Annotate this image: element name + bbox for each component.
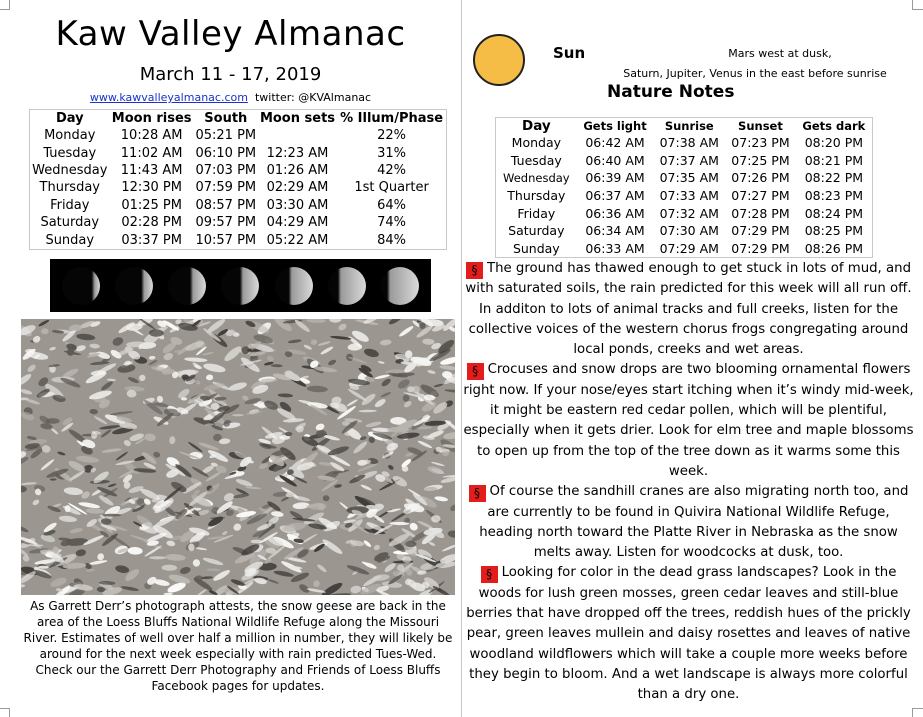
table-cell: 06:36 AM [585,205,645,221]
table-row [30,231,447,249]
crop-mark [9,708,10,717]
planets-line-2: Saturn, Jupiter, Venus in the east before sunrise [623,67,887,80]
crop-mark [9,0,10,10]
table-cell: 08:21 PM [804,152,864,168]
table-cell: 08:26 PM [804,240,864,256]
table-cell: 08:20 PM [804,135,864,151]
crop-mark [912,0,913,10]
photo-caption: As Garrett Derr’s photograph attests, the snow geese are back in the area of the Loess Bluffs National Wildlife Refuge along the Missouri River. Estimates of well over half a million in number, they will likely be around for the next week especially with rain predicted Tues-Wed. Check our the Garrett Derr Photography and Friends of Loess Bluffs Facebook pages for updates. [23,599,453,693]
table-cell: 03:30 AM [266,197,329,213]
table-cell: 07:29 AM [659,240,719,256]
date-range: March 11 - 17, 2019 [139,64,322,85]
table-row [30,127,447,144]
table-cell: Wednesday [503,170,570,185]
note-text: Looking for color in the dead grass landscapes? Look in the woods for lush green mosses, green cedar leaves and still-blue berries that have dropped off the trees, reddish hues of the prickly pear, green leaves mullein and daisy rosettes and leaves of native woodland wildflowers which will take a couple more weeks before they begin to bloom. And a wet landscape is always more colorful than a dry one. [466,565,911,703]
note-text: Of course the sandhill cranes are also migrating north too, and are currently to be found in Quivira National Wildlife Refuge, heading north toward the Platte River in Nebraska as the snow melts away. Listen for woodcocks at dusk, too. [479,484,909,561]
table-cell: 03:37 PM [121,232,182,248]
table-cell: 08:25 PM [804,223,864,239]
column-header: South [204,111,248,126]
table-cell: 42% [377,162,407,178]
column-header: Moon sets [259,111,336,126]
table-row [30,214,447,231]
link-line [0,91,461,104]
table-cell: 01:25 PM [121,197,182,213]
table-row [496,240,873,258]
table-cell: 07:35 AM [659,170,719,186]
snow-geese-photo [21,319,455,595]
table-cell: 06:34 AM [585,223,645,239]
table-row [30,162,447,179]
table-cell: 07:27 PM [731,188,790,204]
table-row [496,187,873,205]
note-text: The ground has thawed enough to get stuck in lots of mud, and with saturated soils, the rain predicted for this week will all run off. In additon to lots of animal tracks and full creeks, listen for the collective voices of the western chorus frogs congregating around local ponds, creeks and wet areas. [465,261,912,358]
moon-phase-icon [115,267,153,305]
table-cell: Thursday [39,180,100,196]
moon-table [29,109,447,250]
table-cell: 06:33 AM [585,240,645,256]
table-cell: 11:02 AM [120,145,183,161]
table-cell: 12:23 AM [266,145,329,161]
section-marker-icon: § [467,363,484,380]
table-cell: 07:03 PM [195,162,257,178]
table-row [30,197,447,214]
table-row [496,169,873,187]
table-cell: 31% [377,145,407,161]
nature-notes-title: Nature Notes [607,82,735,102]
table-cell: 07:28 PM [731,205,790,221]
column-header: Moon rises [111,111,192,126]
table-cell: 10:57 PM [195,232,257,248]
sun-table-body [496,134,873,258]
table-cell: 08:24 PM [804,205,864,221]
table-cell: 06:39 AM [585,170,645,186]
website-link[interactable]: www.kawvalleyalmanac.com [89,91,248,104]
table-cell: 74% [377,215,407,231]
table-cell: Monday [511,135,562,151]
table-cell: 64% [377,197,407,213]
table-cell: 07:59 PM [195,180,257,196]
moon-phase-icon [275,267,313,305]
column-header: Sunrise [664,119,714,133]
table-cell: 07:23 PM [731,135,790,151]
note-paragraph [463,360,914,482]
column-header: Day [55,111,84,126]
table-cell: Tuesday [510,152,562,168]
sun-table [495,117,873,258]
table-cell: 07:37 AM [659,152,719,168]
note-text: Crocuses and snow drops are two blooming ornamental flowers right now. If your nose/eyes start itching when it’s windy mid-week, it might be eastern red cedar pollen, which will be plentiful, especially when it gets drier. Look for elm tree and maple blossoms to open up from the top of the tree down as it warms some this week. [463,362,914,479]
moon-phase-icon [328,267,366,305]
crop-mark [912,708,923,709]
section-marker-icon: § [466,262,483,279]
table-cell: Friday [50,197,90,213]
table-row [30,179,447,196]
table-row [496,134,873,152]
table-cell: 07:38 AM [659,135,719,151]
sun-label: Sun [553,44,586,62]
table-cell: Monday [44,128,96,144]
table-cell: 07:25 PM [731,152,790,168]
table-cell: Sunday [45,232,95,248]
table-cell: 06:37 AM [585,188,645,204]
crop-mark [912,9,923,10]
table-cell: 07:29 PM [731,240,790,256]
moon-phase-icon [221,267,259,305]
table-cell: 12:30 PM [121,180,182,196]
table-cell: 07:30 AM [659,223,719,239]
table-cell: 07:26 PM [731,170,790,186]
table-cell: 08:23 PM [804,188,864,204]
table-cell: 08:57 PM [195,197,257,213]
table-cell: 02:29 AM [266,180,329,196]
nature-notes-text [463,259,914,706]
table-row [496,204,873,222]
note-paragraph [463,482,914,563]
section-marker-icon: § [481,566,498,583]
table-cell: 08:22 PM [804,170,864,186]
column-header: Gets light [583,119,647,133]
table-cell: 05:22 AM [266,232,329,248]
section-marker-icon: § [469,485,486,502]
column-header: Day [521,118,551,134]
table-row [496,222,873,240]
table-cell: 05:21 PM [195,128,257,144]
table-cell: 07:32 AM [659,205,719,221]
moon-phase-icon [381,267,419,305]
table-cell [258,127,337,144]
table-cell: Tuesday [43,145,97,161]
table-cell: 04:29 AM [266,215,329,231]
table-cell: 06:10 PM [195,145,257,161]
column-header: Gets dark [802,119,866,133]
table-cell: 01:26 AM [266,162,329,178]
note-paragraph [463,259,914,360]
moon-phase-icon [168,267,206,305]
table-cell: 22% [377,128,407,144]
table-cell: 06:42 AM [585,135,645,151]
moon-phase-icon [62,267,100,305]
note-paragraph [463,563,914,705]
sun-icon [473,34,525,86]
table-cell: 07:29 PM [731,223,790,239]
snow-geese-image [21,319,455,595]
table-cell: 1st Quarter [354,180,429,196]
table-cell: Friday [517,205,556,221]
table-cell: 06:40 AM [585,152,645,168]
twitter-handle: twitter: @KVAlmanac [254,91,372,104]
moon-table-body [30,127,447,249]
table-cell: 02:28 PM [121,215,182,231]
table-cell: Wednesday [32,162,108,178]
table-cell: Sunday [512,240,560,256]
table-cell: 07:33 AM [659,188,719,204]
page-title: Kaw Valley Almanac [55,14,406,54]
table-row [496,152,873,170]
moon-phase-strip [50,259,431,312]
table-cell: 84% [377,232,407,248]
column-divider [461,0,462,717]
table-cell: Thursday [507,188,566,204]
column-header: % Illum/Phase [340,111,444,126]
crop-mark [912,708,913,717]
table-cell: Saturday [508,223,565,239]
table-row [30,144,447,161]
table-cell: Saturday [40,215,100,231]
table-cell: 10:28 AM [120,128,183,144]
table-cell: 09:57 PM [195,215,257,231]
moon-table-header [30,110,447,128]
table-cell: 11:43 AM [120,162,183,178]
column-header: Sunset [738,119,783,133]
sun-table-header [496,118,873,135]
planets-line-1: Mars west at dusk, [728,47,832,60]
